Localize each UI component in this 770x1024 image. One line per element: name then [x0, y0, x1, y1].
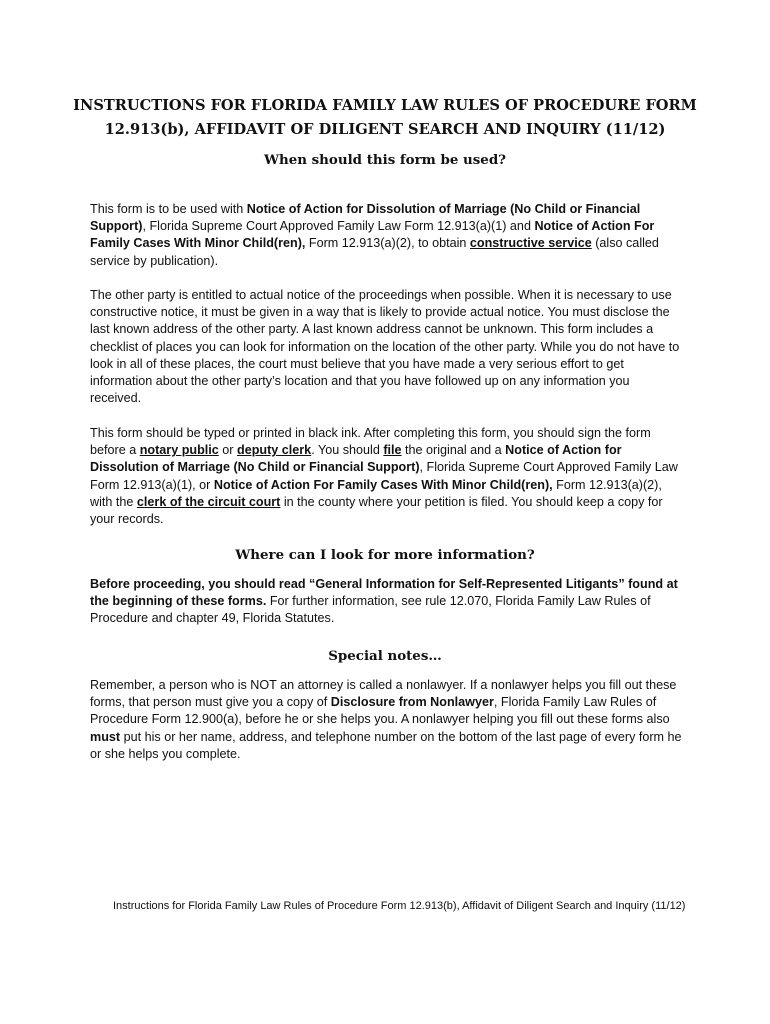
bold-disclosure-from-nonlawyer: Disclosure from Nonlawyer: [330, 695, 494, 710]
text-run: put his or her name, address, and telephone number on the bottom of the last page of every form he or she helps you complete.: [90, 729, 682, 761]
text-run: . You should: [311, 443, 384, 458]
text-run: Form 12.913(a)(2), to obtain: [305, 236, 470, 251]
text-run: (also called service by publication).: [90, 236, 659, 268]
section-heading-more-information: Where can I look for more information?: [235, 547, 535, 563]
text-run: This form should be typed or printed in black ink. After completing this form, you should sign the form before a: [90, 426, 651, 458]
paragraph-more-information: [90, 576, 682, 628]
section-heading-when-used: When should this form be used?: [263, 152, 507, 168]
link-deputy-clerk: deputy clerk: [237, 443, 312, 458]
text-run: For further information, see rule 12.070, Florida Family Law Rules of Procedure and chapter 49, Florida Statutes.: [90, 594, 651, 626]
paragraph-signing-filing: [90, 425, 682, 528]
text-run: in the county where your petition is filed. You should keep a copy for your records.: [90, 494, 663, 527]
text-run: or: [218, 443, 237, 458]
text-run: Remember, a person who is NOT an attorney is called a nonlawyer. If a nonlawyer helps you fill out these forms, that person must give you a copy of: [90, 678, 677, 710]
page-footer: Instructions for Florida Family Law Rules of Procedure Form 12.913(b), Affidavit of Diligent Search and Inquiry (11/12): [113, 900, 686, 912]
paragraph-form-usage: [90, 201, 682, 270]
text-run: This form is to be used with: [90, 202, 247, 216]
bold-must: must: [90, 729, 121, 744]
text-run: , Florida Supreme Court Approved Family Law Form 12.913(a)(1) and: [142, 219, 535, 234]
bold-notice-family-cases: Notice of Action For Family Cases With Minor Child(ren),: [213, 477, 553, 492]
text-run: Form 12.913(a)(2), with the: [90, 477, 662, 509]
paragraph-actual-notice: The other party is entitled to actual notice of the proceedings when possible. When it is necessary to use constructive notice, it must be given in a way that is likely to provide actual notice. You must disclose the last known address of the other party. A last known address cannot be unknown. This form includes a checklist of places you can look for information on the location of the other party. While you do not have to look in all of these places, the court must believe that you have made a very serious effort to get information about the other party’s location and that you have followed up on any information you received.: [90, 288, 680, 406]
link-constructive-service: constructive service: [469, 236, 592, 251]
bold-notice-family-cases: Notice of Action For Family Cases With Minor Child(ren),: [90, 219, 655, 251]
document-title: INSTRUCTIONS FOR FLORIDA FAMILY LAW RULES OF PROCEDURE FORM 12.913(b), AFFIDAVIT OF DILIGENT SEARCH AND INQUIRY (11/12): [73, 97, 697, 138]
text-run: the original and a: [401, 443, 506, 458]
link-notary-public: notary public: [139, 443, 219, 458]
section-heading-special-notes: Special notes…: [328, 648, 442, 664]
bold-notice-dissolution: Notice of Action for Dissolution of Marriage (No Child or Financial Support): [90, 443, 622, 475]
text-run: , Florida Family Law Rules of Procedure Form 12.900(a), before he or she helps you. A nonlawyer helping you fill out these forms also: [90, 695, 670, 727]
text-run: , Florida Supreme Court Approved Family Law Form 12.913(a)(1), or: [90, 460, 678, 492]
bold-read-general-information: Before proceeding, you should read “General Information for Self-Represented Litigants” found at the beginning of these forms.: [90, 577, 678, 609]
link-clerk-circuit-court: clerk of the circuit court: [136, 494, 281, 509]
link-file: file: [383, 443, 402, 458]
bold-notice-dissolution: Notice of Action for Dissolution of Marriage (No Child or Financial Support): [90, 202, 641, 234]
paragraph-nonlawyer: [90, 677, 682, 763]
